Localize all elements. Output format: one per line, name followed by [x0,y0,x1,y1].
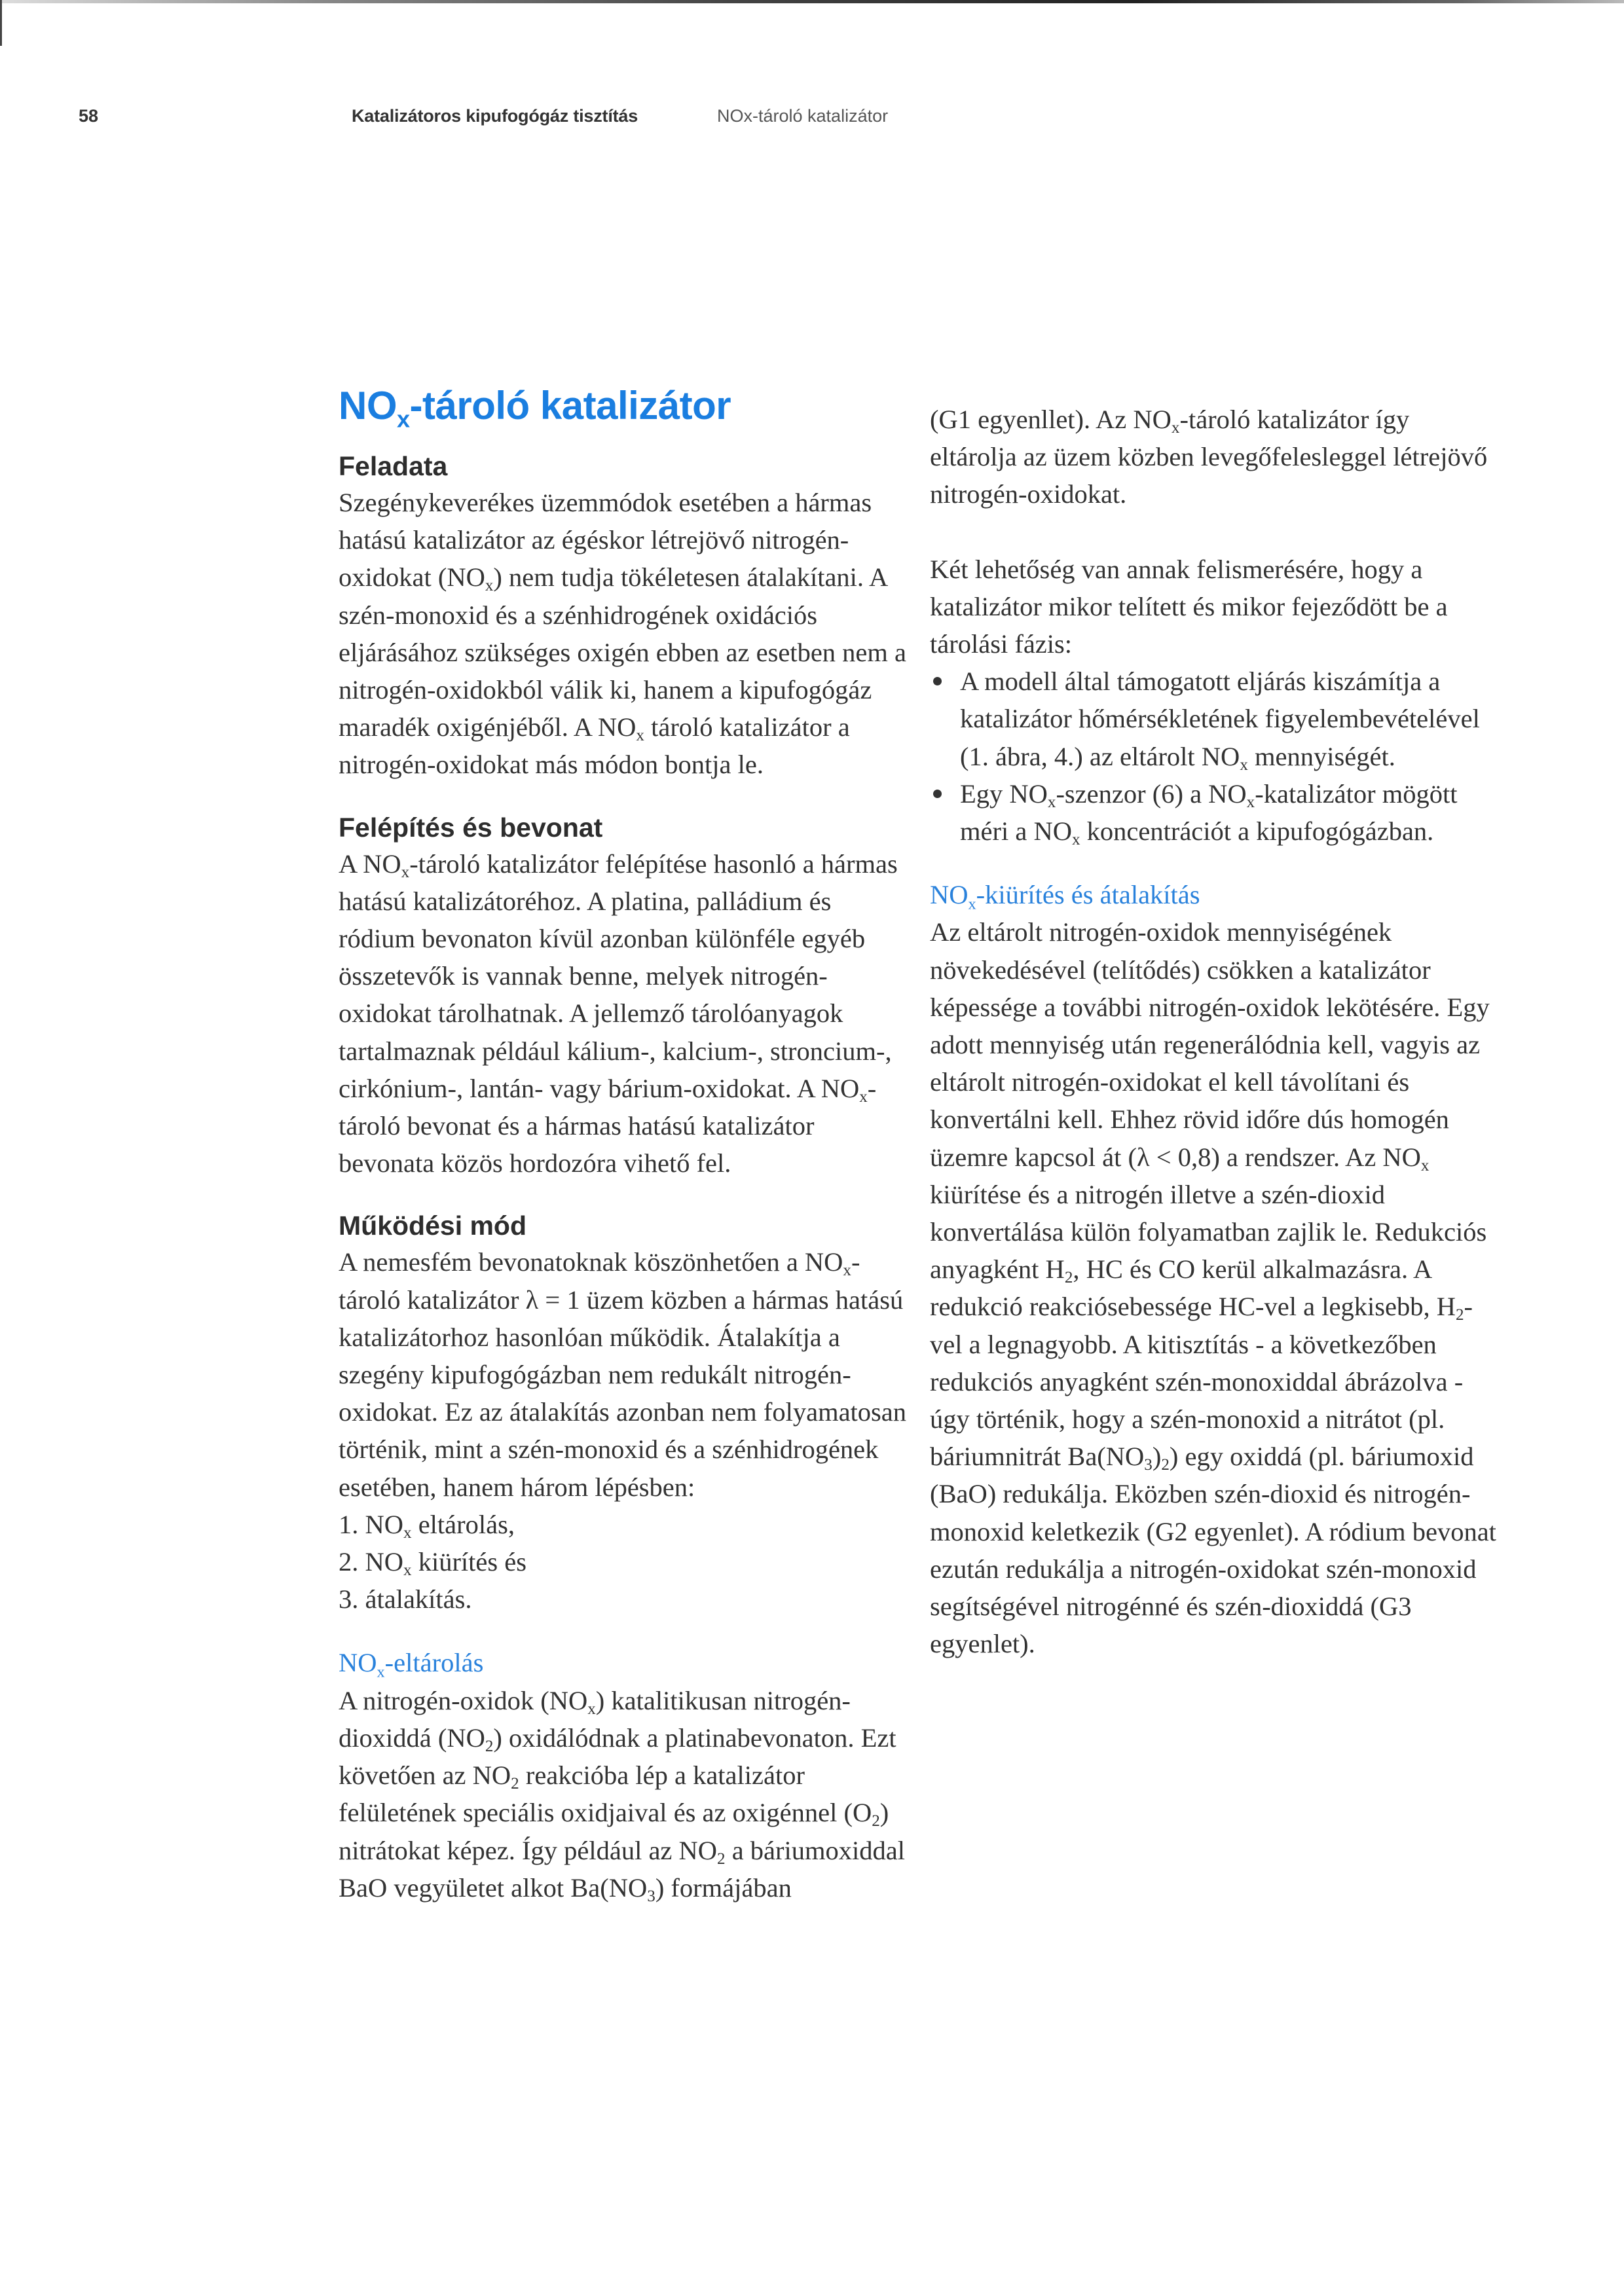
subheading-eltarolas: $NO_x$-eltárolás [339,1648,484,1681]
step-list [339,1506,908,1618]
paragraph-mukodes: A nemesfém bevonatoknak köszönhetően a $NO_x$-tároló katalizátor λ = 1 üzem közben a hármas hatású katalizátorhoz hasonlóan működik. Átalakítja a szegény kipufogógázban nem redukált nitrogén-oxidokat. Ez az átalakítás azonban nem folyamatosan történik, mint a szén-monoxid és a szénhidrogének esetében, hanem három lépésben: [339,1247,907,1502]
step-item: 2. $NO_x$ kiürítés és [339,1547,527,1580]
running-title: Katalizátoros kipufogógáz tisztítás [352,106,638,126]
paragraph-detection-intro: Két lehetőség van annak felismerésére, hogy a katalizátor mikor telített és mikor fejeződött be a tárolási fázis: [930,554,1448,659]
scan-top-edge [0,0,1624,3]
paragraph-feladata: Szegénykeverékes üzemmódok esetében a hármas hatású katalizátor az égéskor létrejövő nitrogén-oxidokat $(NO_x)$ nem tudja tökéletesen átalakítani. A szén-monoxid és a szénhidrogének oxidációs eljárásához szükséges oxigén ebben az esetben nem a nitrogén-oxidokból válik ki, hanem a kipufogógáz maradék oxigénjéből. A $NO_x$ tároló katalizátor a nitrogén-oxidokat más módon bontja le. [339,488,906,780]
paragraph-kiurites: Az eltárolt nitrogén-oxidok mennyiségének növekedésével (telítődés) csökken a katalizátor képessége a további nitrogén-oxidok lekötésére. Egy adott mennyiség után regenerálódnia kell, vagyis az eltárolt nitrogén-oxidokat el kell távolítani és konvertálni kell. Ehhez rövid időre dús homogén üzemre kapcsol át (λ < 0,8) a rendszer. Az $NO_x$ kiürítése és a nitrogén illetve a szén-dioxid konvertálása külön folyamatban zajlik le. Redukciós anyagként $H_2$, HC és CO kerül alkalmazásra. A redukció reakciósebessége HC-vel a legkisebb, $H_2$-vel a legnagyobb. A kitisztítás - a következőben redukciós anyagként szén-monoxiddal ábrázolva - úgy történik, hogy a szén-monoxid a nitrátot (pl. báriumnitrát $Ba(NO_3)_2$) egy oxiddá (pl. báriumoxid (BaO) redukálja. Eközben szén-dioxid és nitrogén-monoxid keletkezik (G2 egyenlet). A ródium bevonat ezután redukálja a nitrogén-oxidokat szén-monoxid segítségével nitrogénné és szén-dioxiddá (G3 egyenlet). [930,917,1496,1659]
page-number: 58 [79,106,99,126]
step-item: 1. $NO_x$ eltárolás, [339,1509,515,1542]
paragraph-continuation: (G1 egyenllet). Az $NO_x$-tároló katalizátor így eltárolja az üzem közben levegőfelesleggel létrejövő nitrogén-oxidokat. [930,405,1488,509]
list-item: A modell által támogatott eljárás kiszámítja a katalizátor hőmérsékletének figyelembevételével (1. ábra, 4.) az eltárolt $NO_x$ mennyiségét. [930,663,1500,775]
step-item: 3. átalakítás. [339,1584,472,1614]
paragraph-eltarolas: A nitrogén-oxidok $(NO_x)$ katalitikusan nitrogén-dioxiddá $(NO_2)$ oxidálódnak a platinabevonaton. Ezt követően az $NO_2$ reakcióba lép a katalizátor felületének speciális oxidjaival és az oxigénnel $(O_2)$ nitrátokat képez. Így például az $NO_2$ a báriumoxiddal BaO vegyületet alkot $Ba(NO_3)$ formájában [339,1685,906,1905]
bullet-list [930,663,1500,850]
page-header [0,98,1624,137]
left-column [339,383,908,1906]
paragraph-felepites: A $NO_x$-tároló katalizátor felépítése hasonló a hármas hatású katalizátoréhoz. A platina, palládium és ródium bevonaton kívül azonban különféle egyéb összetevők is vannak benne, melyek nitrogén-oxidokat tárolhatnak. A jellemző tárolóanyagok tartalmaznak például kálium-, kalcium-, stroncium-, cirkónium-, lantán- vagy bárium-oxidokat. A $NO_x$-tároló bevonat és a hármas hatású katalizátor bevonata közös hordozóra vihető fel. [339,848,898,1178]
heading-mukodes: Működési mód [339,1211,527,1241]
heading-feladata: Feladata [339,451,448,481]
right-column [930,401,1500,1663]
scan-left-edge [0,0,2,46]
subheading-kiurites: $NO_x$-kiürítés és átalakítás [930,880,1200,913]
list-item: Egy $NO_x$-szenzor (6) a $NO_x$-katalizátor mögött méri a $NO_x$ koncentrációt a kipufogógázban. [930,775,1500,850]
running-section: NOx-tároló katalizátor [717,106,889,126]
page-title: $NO_x$-tároló katalizátor [339,384,731,433]
heading-felepites: Felépítés és bevonat [339,812,603,843]
